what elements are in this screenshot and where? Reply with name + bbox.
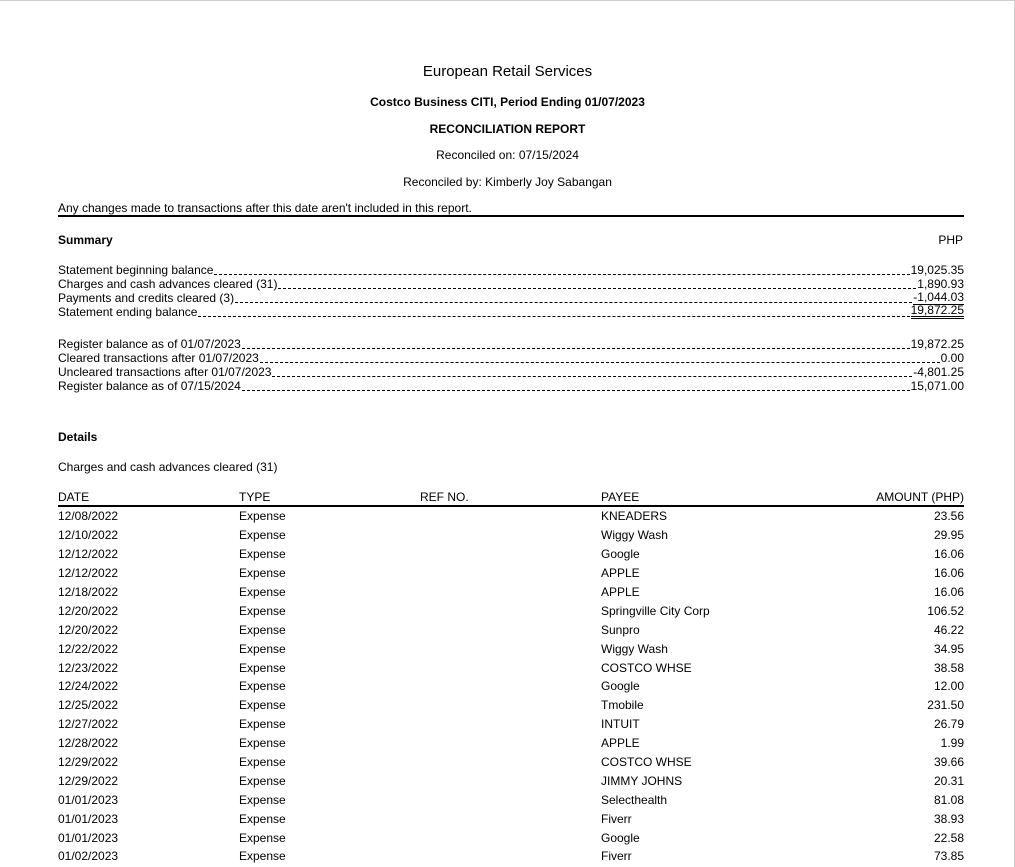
cell-payee: Sunpro [601, 622, 640, 637]
cell-date: 12/29/2022 [58, 773, 119, 788]
summary-line [58, 263, 964, 277]
leader-dots [278, 287, 916, 289]
register-line-label: Register balance as of 07/15/2024 [58, 379, 241, 393]
changes-notice: Any changes made to transactions after this date aren't included in this report. [58, 201, 964, 217]
cell-ref-no [420, 753, 601, 772]
company-name: European Retail Services [422, 63, 593, 80]
table-row [58, 847, 964, 866]
cell-date: 12/18/2022 [58, 585, 119, 599]
column-header-ref-no: REF NO. [420, 488, 601, 506]
cell-payee: Tmobile [601, 698, 644, 713]
cell-payee: Selecthealth [601, 792, 668, 807]
cell-ref-no [420, 564, 601, 583]
cell-type: Expense [239, 830, 286, 845]
summary-line-label: Charges and cash advances cleared (31) [58, 277, 278, 291]
table-row [58, 601, 964, 620]
leader-dots [242, 389, 910, 391]
cell-payee: INTUIT [601, 717, 640, 732]
cell-type: Expense [239, 792, 286, 807]
cell-type: Expense [239, 528, 286, 543]
summary-currency: PHP [938, 233, 963, 247]
cell-date: 12/20/2022 [58, 622, 119, 637]
leader-dots [242, 347, 910, 349]
summary-line-ending [58, 305, 964, 319]
statement-summary [58, 263, 964, 319]
table-header-row [58, 488, 964, 506]
summary-line-value: 19,872.25 [910, 303, 964, 317]
cell-amount: 20.31 [933, 773, 964, 788]
cell-type: Expense [239, 811, 286, 826]
cell-amount: 231.50 [927, 698, 964, 713]
cell-payee: COSTCO WHSE [601, 660, 692, 675]
cell-payee: APPLE [601, 736, 640, 751]
register-line-label: Cleared transactions after 01/07/2023 [58, 351, 259, 365]
cell-type: Expense [239, 660, 286, 675]
cell-amount: 26.79 [933, 717, 964, 732]
cell-date: 12/08/2022 [58, 509, 119, 524]
cell-type: Expense [239, 603, 286, 618]
cell-ref-no [420, 809, 601, 828]
column-header-type: TYPE [239, 488, 420, 506]
cell-amount: 38.58 [933, 660, 964, 675]
reconciled-by: Reconciled by: Kimberly Joy Sabangan [403, 175, 612, 189]
table-row [58, 526, 964, 545]
summary-line [58, 291, 964, 305]
cell-type: Expense [239, 585, 286, 599]
table-row [58, 734, 964, 753]
cell-ref-no [420, 526, 601, 545]
cell-date: 12/20/2022 [58, 603, 119, 618]
cell-ref-no [420, 583, 601, 602]
cell-date: 01/01/2023 [58, 830, 119, 845]
table-row [58, 658, 964, 677]
column-header-date: DATE [58, 488, 239, 506]
summary-heading: Summary [58, 233, 113, 247]
cell-date: 12/27/2022 [58, 717, 119, 732]
leader-dots [214, 273, 909, 275]
cell-date: 12/25/2022 [58, 698, 119, 713]
cell-date: 12/24/2022 [58, 679, 119, 694]
cell-date: 12/23/2022 [58, 660, 119, 675]
leader-dots [235, 301, 912, 303]
cell-payee: Google [601, 547, 640, 562]
cell-ref-no [420, 790, 601, 809]
register-line-value: 0.00 [940, 351, 964, 365]
leader-dots [260, 361, 940, 363]
cell-type: Expense [239, 622, 286, 637]
cell-payee: APPLE [601, 585, 640, 599]
table-row [58, 583, 964, 602]
cell-date: 01/02/2023 [58, 849, 119, 864]
register-line-value: 19,872.25 [910, 337, 964, 351]
cell-amount: 73.85 [933, 849, 964, 864]
cell-amount: 12.00 [933, 679, 964, 694]
cell-type: Expense [239, 849, 286, 864]
leader-dots [272, 375, 912, 377]
cell-amount: 39.66 [933, 755, 964, 770]
register-line-value: -4,801.25 [913, 365, 964, 379]
cell-amount: 22.58 [933, 830, 964, 845]
register-line [58, 351, 964, 365]
report-title: RECONCILIATION REPORT [429, 122, 586, 136]
summary-line-label: Statement beginning balance [58, 263, 214, 277]
cell-amount: 16.06 [933, 585, 964, 599]
summary-line-value: -1,044.03 [913, 290, 964, 304]
cell-ref-no [420, 696, 601, 715]
cell-amount: 38.93 [933, 811, 964, 826]
cell-payee: JIMMY JOHNS [601, 773, 683, 788]
summary-line-value: 19,025.35 [910, 263, 964, 277]
details-heading: Details [58, 430, 98, 444]
cell-payee: Springville City Corp [601, 603, 710, 618]
table-row [58, 753, 964, 772]
summary-line [58, 277, 964, 291]
cell-ref-no [420, 620, 601, 639]
cell-date: 12/12/2022 [58, 566, 119, 581]
register-line [58, 379, 964, 393]
cell-type: Expense [239, 717, 286, 732]
table-row [58, 506, 964, 526]
cell-amount: 46.22 [933, 622, 964, 637]
transactions-table [58, 488, 964, 866]
table-row [58, 809, 964, 828]
cell-date: 01/01/2023 [58, 811, 119, 826]
summary-line-value: 1,890.93 [917, 277, 964, 291]
cell-payee: Fiverr [601, 849, 632, 864]
cell-amount: 23.56 [933, 509, 964, 524]
cell-date: 12/10/2022 [58, 528, 119, 543]
cell-ref-no [420, 847, 601, 866]
cell-type: Expense [239, 698, 286, 713]
cell-ref-no [420, 658, 601, 677]
register-summary [58, 337, 964, 393]
cell-date: 12/28/2022 [58, 736, 119, 751]
cell-ref-no [420, 506, 601, 526]
cell-type: Expense [239, 509, 286, 524]
table-row [58, 828, 964, 847]
cell-payee: Google [601, 830, 640, 845]
leader-dots [198, 315, 909, 317]
cell-date: 01/01/2023 [58, 792, 119, 807]
cell-payee: KNEADERS [601, 509, 668, 524]
cell-type: Expense [239, 566, 286, 581]
cell-amount: 29.95 [933, 528, 964, 543]
cell-ref-no [420, 677, 601, 696]
cell-date: 12/29/2022 [58, 755, 119, 770]
table-row [58, 620, 964, 639]
cell-ref-no [420, 828, 601, 847]
cell-type: Expense [239, 755, 286, 770]
cell-amount: 16.06 [933, 566, 964, 581]
cell-payee: Wiggy Wash [601, 641, 668, 656]
table-row [58, 677, 964, 696]
table-row [58, 790, 964, 809]
cell-amount: 34.95 [933, 641, 964, 656]
register-line-value: 15,071.00 [910, 379, 964, 393]
register-line [58, 337, 964, 351]
summary-line-label: Statement ending balance [58, 305, 198, 319]
cell-payee: Wiggy Wash [601, 528, 668, 543]
cell-ref-no [420, 715, 601, 734]
cell-ref-no [420, 545, 601, 564]
cell-amount: 16.06 [933, 547, 964, 562]
column-header-amount: AMOUNT (PHP) [782, 488, 964, 506]
cell-ref-no [420, 771, 601, 790]
register-line-label: Uncleared transactions after 01/07/2023 [58, 365, 272, 379]
table-row [58, 564, 964, 583]
cell-amount: 81.08 [933, 792, 964, 807]
cell-payee: COSTCO WHSE [601, 755, 692, 770]
table-row [58, 771, 964, 790]
cell-ref-no [420, 639, 601, 658]
cell-amount: 106.52 [927, 603, 964, 618]
cell-type: Expense [239, 641, 286, 656]
register-line [58, 365, 964, 379]
cell-type: Expense [239, 547, 286, 562]
table-row [58, 715, 964, 734]
cell-amount: 1.99 [940, 736, 964, 751]
register-line-label: Register balance as of 01/07/2023 [58, 337, 241, 351]
cell-type: Expense [239, 679, 286, 694]
cell-payee: Google [601, 679, 640, 694]
reconciled-on: Reconciled on: 07/15/2024 [436, 148, 579, 162]
cell-payee: APPLE [601, 566, 640, 581]
cell-payee: Fiverr [601, 811, 632, 826]
summary-line-label: Payments and credits cleared (3) [58, 291, 235, 305]
cell-date: 12/22/2022 [58, 641, 119, 656]
account-period: Costco Business CITI, Period Ending 01/07/2023 [370, 95, 645, 109]
cell-date: 12/12/2022 [58, 547, 119, 562]
transactions-body [58, 506, 964, 866]
cell-ref-no [420, 734, 601, 753]
cell-type: Expense [239, 736, 286, 751]
cell-ref-no [420, 601, 601, 620]
cell-type: Expense [239, 773, 286, 788]
table-row [58, 545, 964, 564]
column-header-payee: PAYEE [601, 488, 782, 506]
table-row [58, 639, 964, 658]
details-section-label: Charges and cash advances cleared (31) [58, 460, 278, 474]
table-row [58, 696, 964, 715]
